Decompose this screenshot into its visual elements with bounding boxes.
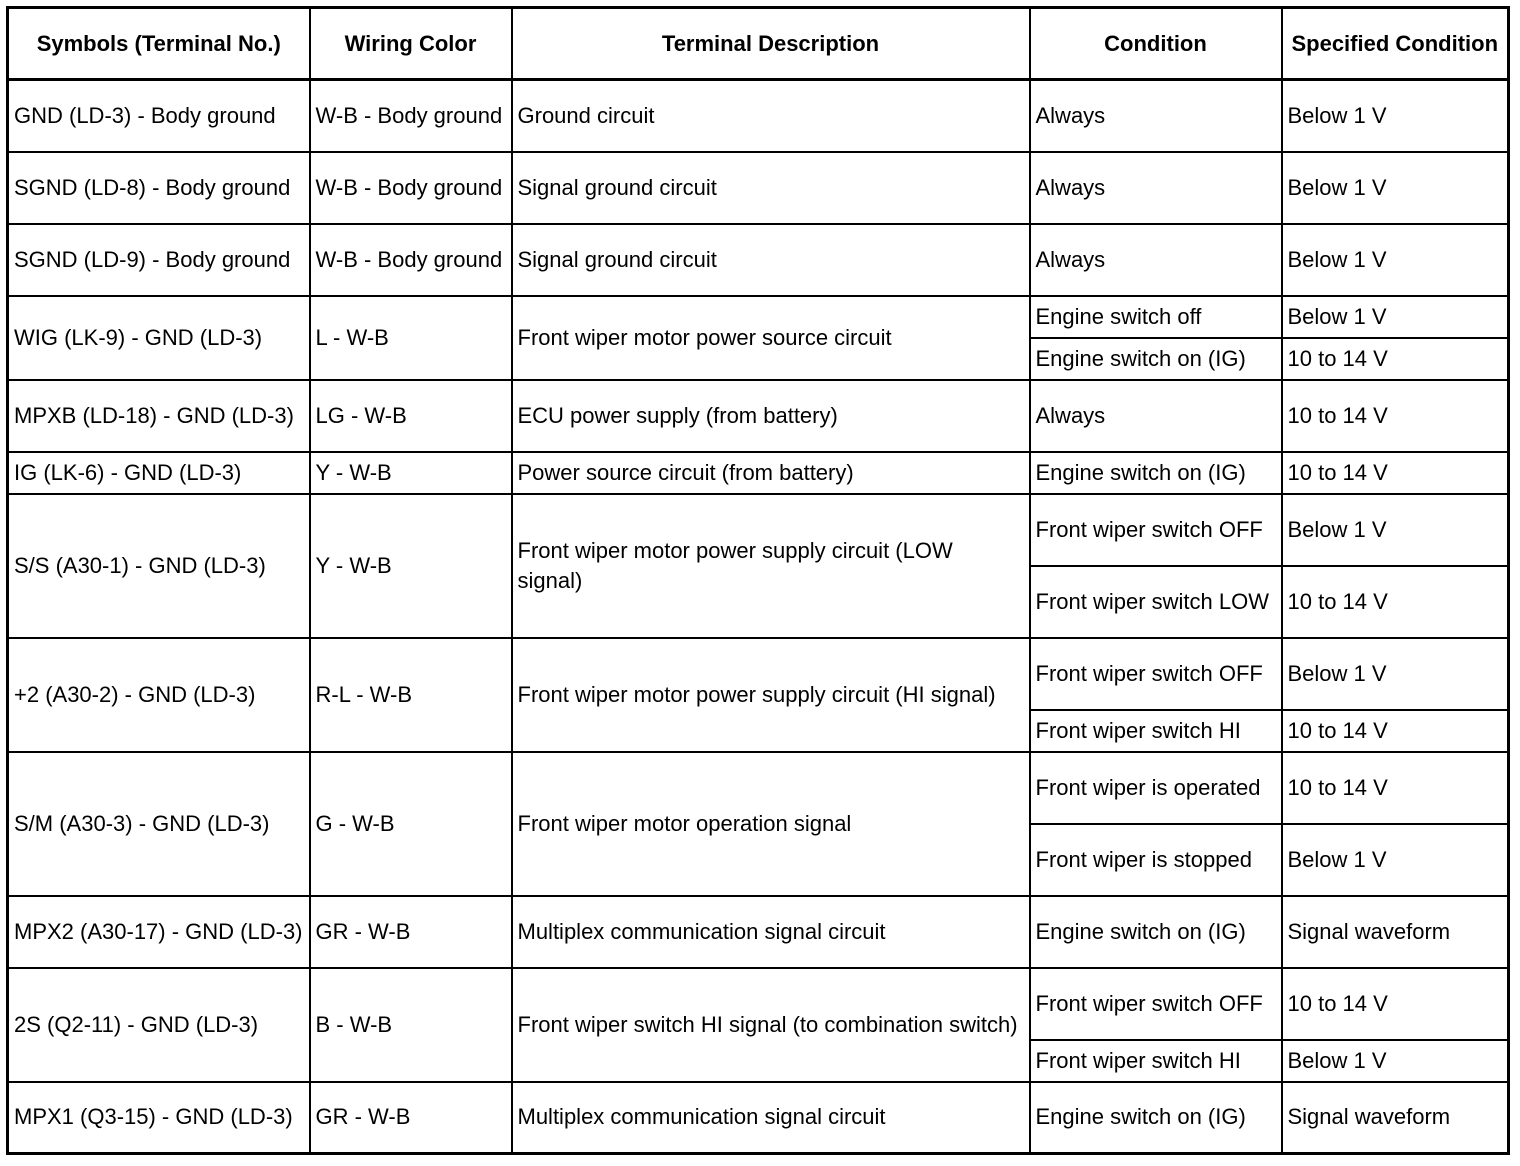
table-row — [8, 296, 1509, 338]
specified-condition-cell: 10 to 14 V — [1282, 968, 1509, 1040]
wiring-color-cell: Y - W-B — [310, 494, 512, 638]
wiring-color-cell: GR - W-B — [310, 896, 512, 968]
header-row — [8, 8, 1509, 80]
specified-condition-cell: Below 1 V — [1282, 824, 1509, 896]
specified-condition-cell: 10 to 14 V — [1282, 452, 1509, 494]
wiring-color-cell: G - W-B — [310, 752, 512, 896]
condition-cell: Front wiper is stopped — [1030, 824, 1282, 896]
table-row — [8, 968, 1509, 1040]
table-row — [8, 380, 1509, 452]
description-cell: Power source circuit (from battery) — [512, 452, 1030, 494]
description-cell: Ground circuit — [512, 80, 1030, 152]
header-terminal-description: Terminal Description — [512, 8, 1030, 80]
wiring-color-cell: L - W-B — [310, 296, 512, 380]
symbol-cell: MPXB (LD-18) - GND (LD-3) — [8, 380, 310, 452]
table-row — [8, 224, 1509, 296]
specified-condition-cell: Signal waveform — [1282, 896, 1509, 968]
table-row — [8, 752, 1509, 824]
specified-condition-cell: Below 1 V — [1282, 152, 1509, 224]
specified-condition-cell: Below 1 V — [1282, 638, 1509, 710]
header-specified-condition: Specified Condition — [1282, 8, 1509, 80]
description-cell: Front wiper motor power supply circuit (HI signal) — [512, 638, 1030, 752]
symbol-cell: MPX1 (Q3-15) - GND (LD-3) — [8, 1082, 310, 1154]
condition-cell: Front wiper switch OFF — [1030, 494, 1282, 566]
description-cell: Multiplex communication signal circuit — [512, 1082, 1030, 1154]
terminal-spec-table — [6, 6, 1510, 1155]
symbol-cell: WIG (LK-9) - GND (LD-3) — [8, 296, 310, 380]
wiring-color-cell: R-L - W-B — [310, 638, 512, 752]
wiring-color-cell: W-B - Body ground — [310, 80, 512, 152]
table-row — [8, 1082, 1509, 1154]
header-wiring-color: Wiring Color — [310, 8, 512, 80]
header-condition: Condition — [1030, 8, 1282, 80]
description-cell: Signal ground circuit — [512, 224, 1030, 296]
description-cell: Front wiper motor operation signal — [512, 752, 1030, 896]
table-row — [8, 494, 1509, 566]
specified-condition-cell: Below 1 V — [1282, 296, 1509, 338]
condition-cell: Front wiper switch OFF — [1030, 968, 1282, 1040]
condition-cell: Front wiper is operated — [1030, 752, 1282, 824]
specified-condition-cell: 10 to 14 V — [1282, 380, 1509, 452]
symbol-cell: GND (LD-3) - Body ground — [8, 80, 310, 152]
wiring-color-cell: W-B - Body ground — [310, 224, 512, 296]
wiring-color-cell: Y - W-B — [310, 452, 512, 494]
condition-cell: Engine switch off — [1030, 296, 1282, 338]
symbol-cell: +2 (A30-2) - GND (LD-3) — [8, 638, 310, 752]
table-row — [8, 638, 1509, 710]
specified-condition-cell: 10 to 14 V — [1282, 710, 1509, 752]
specified-condition-cell: Below 1 V — [1282, 80, 1509, 152]
description-cell: Front wiper switch HI signal (to combination switch) — [512, 968, 1030, 1082]
wiring-color-cell: W-B - Body ground — [310, 152, 512, 224]
symbol-cell: IG (LK-6) - GND (LD-3) — [8, 452, 310, 494]
condition-cell: Always — [1030, 80, 1282, 152]
table-row — [8, 80, 1509, 152]
specified-condition-cell: 10 to 14 V — [1282, 752, 1509, 824]
condition-cell: Engine switch on (IG) — [1030, 896, 1282, 968]
description-cell: Multiplex communication signal circuit — [512, 896, 1030, 968]
condition-cell: Front wiper switch HI — [1030, 1040, 1282, 1082]
condition-cell: Engine switch on (IG) — [1030, 452, 1282, 494]
table-row — [8, 152, 1509, 224]
condition-cell: Always — [1030, 224, 1282, 296]
specified-condition-cell: 10 to 14 V — [1282, 338, 1509, 380]
wiring-color-cell: GR - W-B — [310, 1082, 512, 1154]
header-symbols: Symbols (Terminal No.) — [8, 8, 310, 80]
condition-cell: Engine switch on (IG) — [1030, 1082, 1282, 1154]
description-cell: Front wiper motor power source circuit — [512, 296, 1030, 380]
table-row — [8, 452, 1509, 494]
symbol-cell: S/M (A30-3) - GND (LD-3) — [8, 752, 310, 896]
condition-cell: Always — [1030, 380, 1282, 452]
condition-cell: Engine switch on (IG) — [1030, 338, 1282, 380]
table-body — [8, 80, 1509, 1154]
condition-cell: Front wiper switch HI — [1030, 710, 1282, 752]
specified-condition-cell: Below 1 V — [1282, 494, 1509, 566]
description-cell: Signal ground circuit — [512, 152, 1030, 224]
condition-cell: Always — [1030, 152, 1282, 224]
wiring-color-cell: B - W-B — [310, 968, 512, 1082]
condition-cell: Front wiper switch OFF — [1030, 638, 1282, 710]
specified-condition-cell: 10 to 14 V — [1282, 566, 1509, 638]
symbol-cell: S/S (A30-1) - GND (LD-3) — [8, 494, 310, 638]
specified-condition-cell: Below 1 V — [1282, 1040, 1509, 1082]
description-cell: ECU power supply (from battery) — [512, 380, 1030, 452]
specified-condition-cell: Below 1 V — [1282, 224, 1509, 296]
description-cell: Front wiper motor power supply circuit (LOW signal) — [512, 494, 1030, 638]
condition-cell: Front wiper switch LOW — [1030, 566, 1282, 638]
specified-condition-cell: Signal waveform — [1282, 1082, 1509, 1154]
wiring-color-cell: LG - W-B — [310, 380, 512, 452]
symbol-cell: SGND (LD-8) - Body ground — [8, 152, 310, 224]
symbol-cell: 2S (Q2-11) - GND (LD-3) — [8, 968, 310, 1082]
table-row — [8, 896, 1509, 968]
symbol-cell: MPX2 (A30-17) - GND (LD-3) — [8, 896, 310, 968]
symbol-cell: SGND (LD-9) - Body ground — [8, 224, 310, 296]
